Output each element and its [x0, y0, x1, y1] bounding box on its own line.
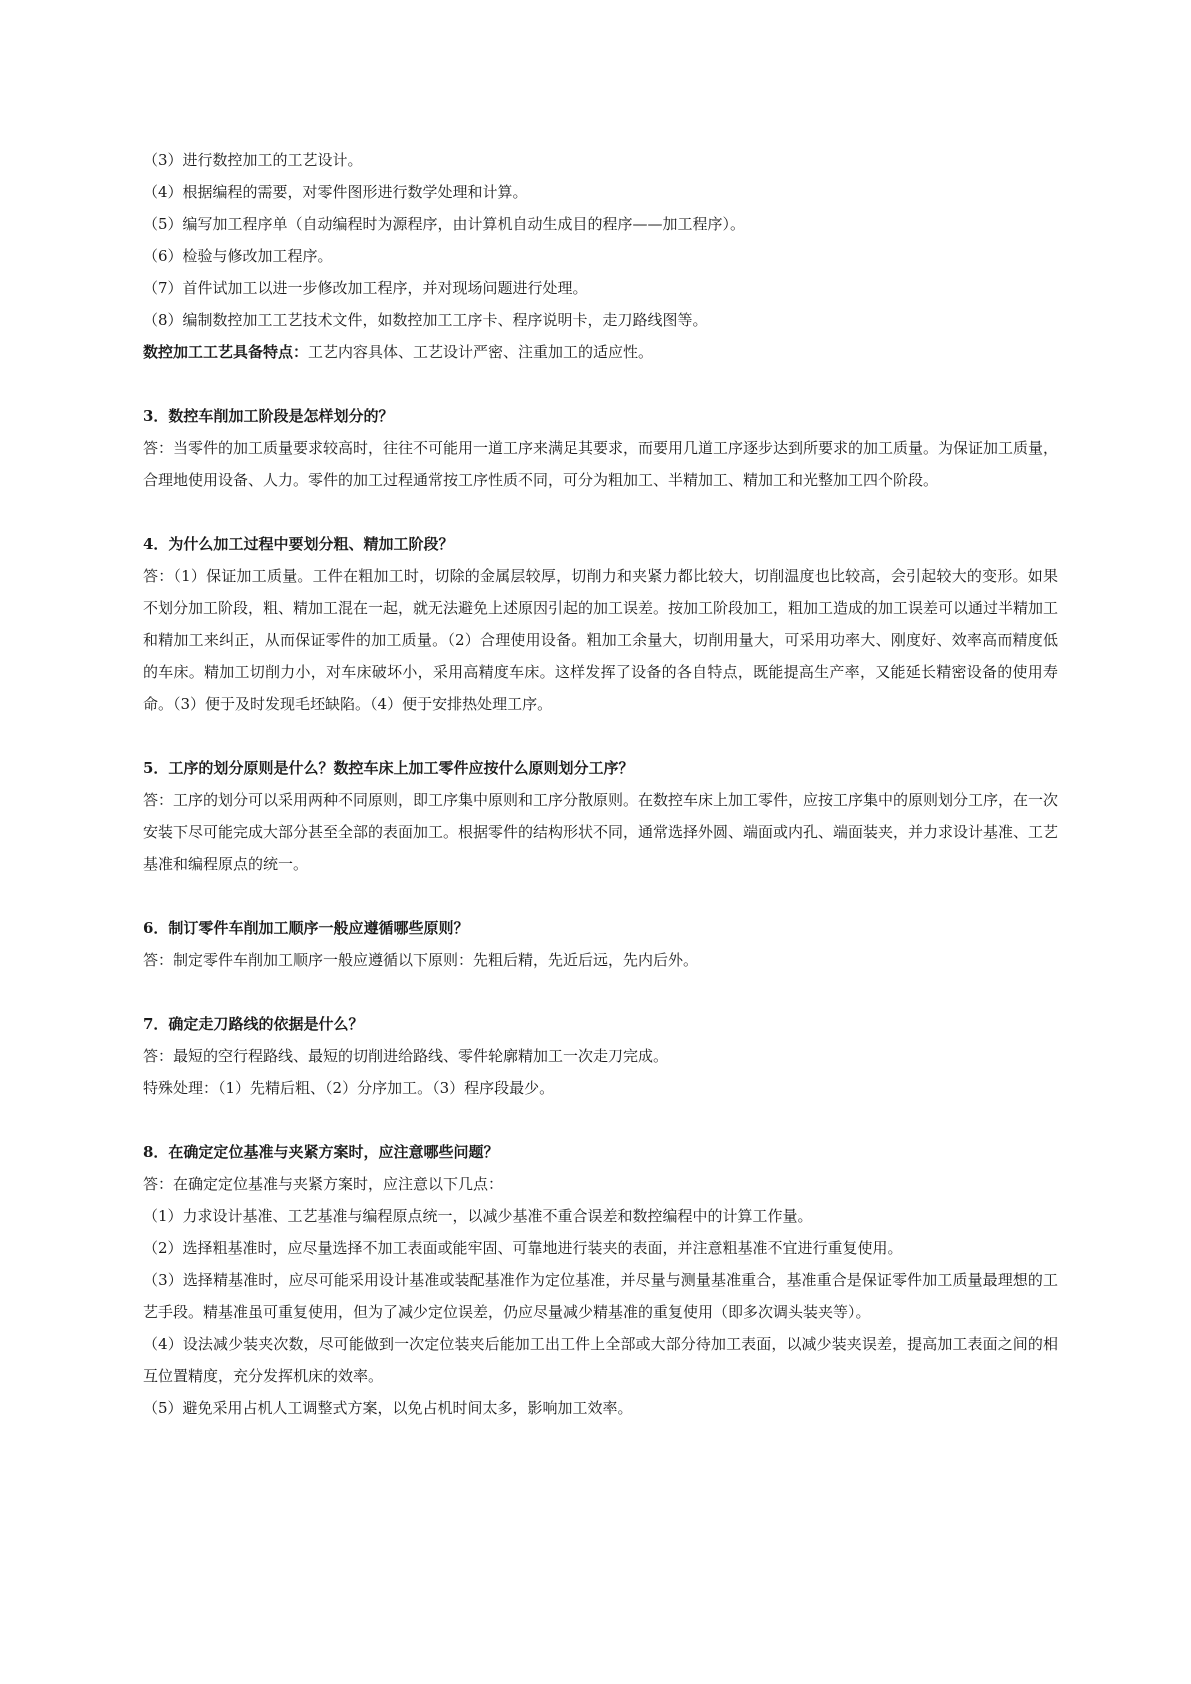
question-4: 4．为什么加工过程中要划分粗、精加工阶段？ [143, 535, 454, 553]
answer-5: 答：工序的划分可以采用两种不同原则，即工序集中原则和工序分散原则。在数控车床上加工零件，应按工序集中的原则划分工序，在一次安装下尽可能完成大部分甚至全部的表面加工。根据零件的结构形状不同，通常选择外圆、端面或内孔、端面装夹，并力求设计基准、工艺基准和编程原点的统一。 [143, 791, 1059, 873]
features-line [143, 336, 1058, 368]
question-5: 5．工序的划分原则是什么？数控车床上加工零件应按什么原则划分工序？ [143, 759, 634, 777]
step-8: （8）编制数控加工工艺技术文件，如数控加工工序卡、程序说明卡，走刀路线图等。 [143, 311, 708, 329]
question-6: 6．制订零件车削加工顺序一般应遵循哪些原则？ [143, 919, 469, 937]
answer-6: 答：制定零件车削加工顺序一般应遵循以下原则：先粗后精，先近后远，先内后外。 [143, 951, 699, 969]
step-3: （3）进行数控加工的工艺设计。 [143, 151, 363, 169]
step-6: （6）检验与修改加工程序。 [143, 247, 333, 265]
step-7: （7）首件试加工以进一步修改加工程序，并对现场问题进行处理。 [143, 279, 588, 297]
point-4: （4）设法减少装夹次数，尽可能做到一次定位装夹后能加工出工件上全部或大部分待加工表面，以减少装夹误差，提高加工表面之间的相互位置精度，充分发挥机床的效率。 [143, 1335, 1058, 1385]
answer-8: 答：在确定定位基准与夹紧方案时，应注意以下几点： [143, 1175, 504, 1193]
point-3: （3）选择精基准时，应尽可能采用设计基准或装配基准作为定位基准，并尽量与测量基准重合，基准重合是保证零件加工质量最理想的工艺手段。精基准虽可重复使用，但为了减少定位误差，仍应尽量减少精基准的重复使用（即多次调头装夹等）。 [143, 1271, 1058, 1321]
answer-3: 答：当零件的加工质量要求较高时，往往不可能用一道工序来满足其要求，而要用几道工序逐步达到所要求的加工质量。为保证加工质量，合理地使用设备、人力。零件的加工过程通常按工序性质不同，可分为粗加工、半精加工、精加工和光整加工四个阶段。 [143, 439, 1059, 489]
question-3: 3．数控车削加工阶段是怎样划分的？ [143, 407, 394, 425]
answer-4: 答：（1）保证加工质量。工件在粗加工时，切除的金属层较厚，切削力和夹紧力都比较大，切削温度也比较高，会引起较大的变形。如果不划分加工阶段，粗、精加工混在一起，就无法避免上述原因引起的加工误差。按加工阶段加工，粗加工造成的加工误差可以通过半精加工和精加工来纠正，从而保证零件的加工质量。（2）合理使用设备。粗加工余量大，切削用量大，可采用功率大、刚度好、效率高而精度低的车床。精加工切削力小，对车床破坏小，采用高精度车床。这样发挥了设备的各自特点，既能提高生产率，又能延长精密设备的使用寿命。（3）便于及时发现毛坯缺陷。（4）便于安排热处理工序。 [143, 567, 1059, 713]
point-5: （5）避免采用占机人工调整式方案，以免占机时间太多，影响加工效率。 [143, 1399, 633, 1417]
document-page [143, 144, 1058, 1424]
features-text: 工艺内容具体、工艺设计严密、注重加工的适应性。 [308, 343, 654, 361]
answer-7: 答：最短的空行程路线、最短的切削进给路线、零件轮廓精加工一次走刀完成。 [143, 1047, 669, 1065]
point-1: （1）力求设计基准、工艺基准与编程原点统一，以减少基准不重合误差和数控编程中的计算工作量。 [143, 1207, 813, 1225]
special-handling: 特殊处理：（1）先精后粗、（2）分序加工。（3）程序段最少。 [143, 1079, 555, 1097]
point-2: （2）选择粗基准时，应尽量选择不加工表面或能牢固、可靠地进行装夹的表面，并注意粗基准不宜进行重复使用。 [143, 1239, 903, 1257]
question-7: 7．确定走刀路线的依据是什么？ [143, 1015, 364, 1033]
step-4: （4）根据编程的需要，对零件图形进行数学处理和计算。 [143, 183, 528, 201]
question-8: 8．在确定定位基准与夹紧方案时，应注意哪些问题？ [143, 1143, 499, 1161]
features-label: 数控加工工艺具备特点： [143, 343, 309, 361]
step-5: （5）编写加工程序单（自动编程时为源程序，由计算机自动生成目的程序——加工程序）。 [143, 215, 746, 233]
